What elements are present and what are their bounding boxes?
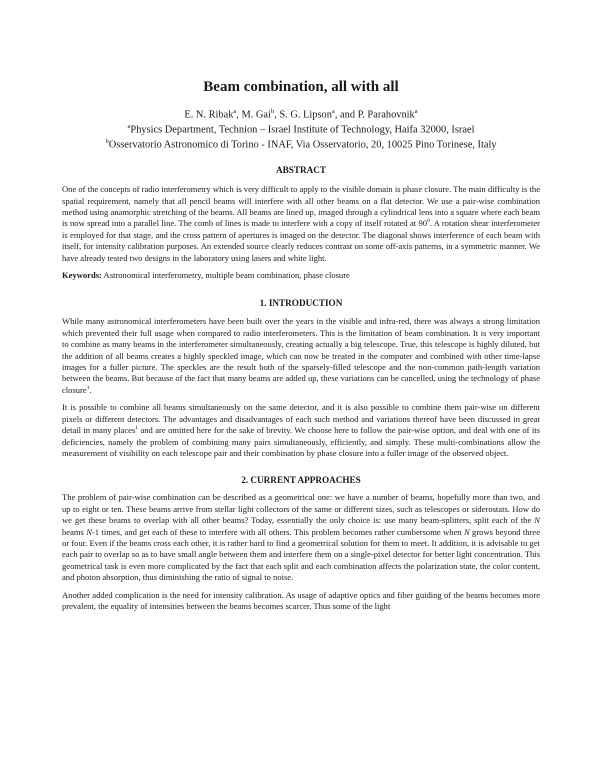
keywords-label: Keywords: [62,270,102,281]
intro-paragraph [62,316,540,396]
author-name: , S. G. Lipson [274,109,332,121]
paragraph-text: It is possible to combine all beams simultaneously on the same detector, and it is also possible to combine them pair-wise on different pixels or different detectors. The advantages and disadvantages of each such method and variations thereof have been discussed in great detail in many places [62,402,540,436]
author-name: , and P. Parahovnik [334,109,415,121]
paragraph-text: and are omitted here for the sake of brevity. We choose here to follow the pair-wise option, and deal with one of its deficiencies, namely the problem of combining many pairs simultaneously, efficiently, and simply. These multi-combinations allow the measurement of visibility on each telescope pair and their combination by phase closure into a fuller image of the observed object. [62,425,540,458]
math-variable: N [86,526,92,537]
paper-title: Beam combination, all with all [203,79,399,95]
affiliation-line [62,121,540,136]
affiliation-text: Osservatorio Astronomico di Torino - INAF, Via Osservatorio, 20, 10025 Pino Torinese, Italy [108,139,497,151]
intro-paragraph [62,402,540,459]
abstract-text: One of the concepts of radio interferometry which is very difficult to apply to the visible domain is phase closure. The main difficulty is the spatial requirement, namely that all pencil beams will interfere with all other beams on a flat detector. We use a pair-wise combination method using anamorphic stretching of the beams. All beams are lined up, imaged through a cylindrical lens into a square where each beam is now spread into a parallel line. The comb of lines is made to interfere with a copy of itself rotated at 90 [62,184,540,229]
affiliation-line [62,136,540,151]
paper-page [62,78,540,612]
author-affil-mark: a [414,108,418,115]
paragraph-text: The problem of pair-wise combination can be described as a geometrical one: we have a number of beams, hopefully more than two, and up to eight or ten. These beams arrive from stellar light collectors of the same or different sizes, such as telescopes or siderostats. How do we get these beams to overlap with all other beams? Today, essentially the only choice is: use many beam-splitters, split each of the [62,492,540,526]
author-list [62,106,540,121]
paragraph-text: beams [62,526,87,537]
approaches-paragraph: Another added complication is the need for intensity calibration. As usage of adaptive optics and fiber guiding of the beams becomes more prevalent, the equality of intensities between the beams becomes scarcer. Thus some of the light [62,589,540,611]
reference-mark: 1 [86,385,90,392]
section-heading-current-approaches: 2. CURRENT APPROACHES [241,475,361,486]
math-variable: N [463,526,470,537]
author-affil-mark: a [331,108,335,115]
affil-mark: a [127,123,131,131]
affil-mark: b [105,138,109,146]
keywords-line [62,270,540,281]
affiliation-text: Physics Department, Technion – Israel Institute of Technology, Haifa 32000, Israel [130,124,475,136]
author-affil-mark: b [270,108,275,115]
paragraph-text: -1 times, and get each of these to interfere with all others. This problem becomes rather cumbersome when [91,526,464,537]
author-name: , M. Gai [236,109,271,121]
paragraph-text: grows beyond three or four. Even if the beams cross each other, it is rather hard to find a geometrical solution for them to meet. It addition, it is advisable to get each pair to overlap so as to have small angle between them and interfere them on a single-pixel detector for better light concentration. This geometrical task is even more complicated by the fact that each split and each combination affects the polarization state, the color content, and photon absorption, thus diminishing the ratio of signal to noise. [62,526,540,583]
abstract-paragraph [62,184,540,264]
author-name: E. N. Ribak [184,109,234,121]
keywords-text: Astronomical interferometry, multiple beam combination, phase closure [101,270,350,281]
paragraph-text: . [89,384,92,395]
paragraph-text: While many astronomical interferometers have been built over the years in the visible and infra-red, there was always a strong limitation which prevented their full usage when compared to radio interferometers. This is the limitation of beam combination. It is very important to combine as many beams in the interferometer simultaneously, creating actually a big telescope. True, this telescope is highly diluted, but the addition of all beams creates a highly speckled image, which can now be treated in the computer and combined with other time-lapse images for a fuller picture. The speckles are the result both of the sparsely-filled telescope and the non-common path-length variation between the beams. But because of the fact that many beams are added up, these variations can be cancelled, using the technology of phase closure [62,316,540,395]
author-affil-mark: a [233,108,237,115]
reference-mark: 1 [135,425,139,432]
math-variable: N [534,515,540,526]
approaches-paragraph [62,492,540,583]
abstract-heading: ABSTRACT [275,165,327,176]
section-heading-introduction: 1. INTRODUCTION [259,298,343,309]
abstract-text: . A rotation shear interferometer is employed for that stage, and the cross pattern of apertures is imaged on the detector. The diagonal shows interference of each beam with itself, for intensity calibration purposes. An extended source clearly reduces contrast on some off-axis patterns, in a symmetric manner. We have already tested two designs in the laboratory using lasers and white light. [62,218,540,263]
degree-superscript: 0 [427,218,430,225]
